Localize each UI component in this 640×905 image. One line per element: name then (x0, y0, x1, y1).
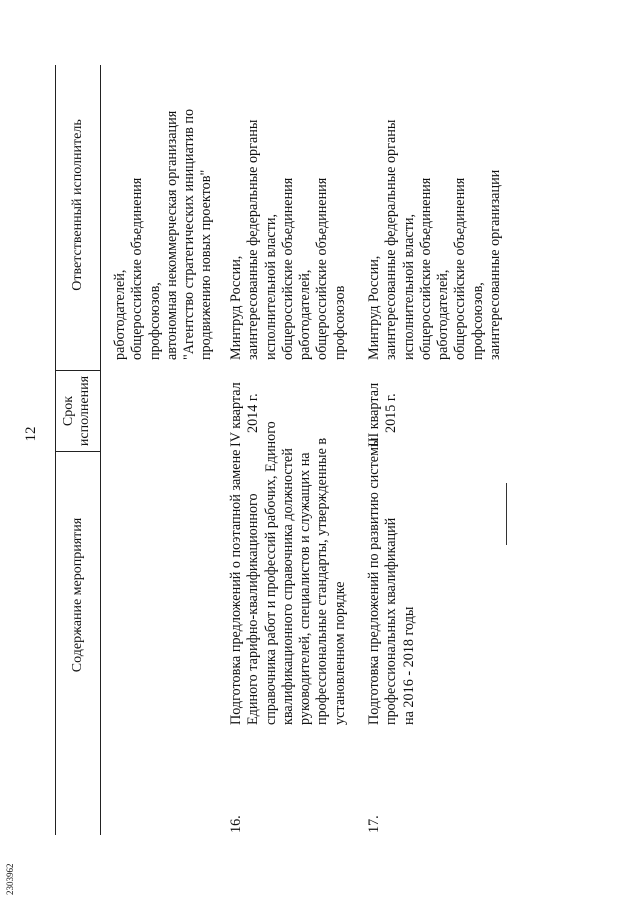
row-17-term (366, 383, 401, 447)
executor-line: Минтруд России, (366, 255, 382, 360)
executor-line: Минтруд России, (228, 255, 244, 360)
executor-line: работодателей, (112, 269, 128, 360)
executor-line: заинтересованные федеральные органы (383, 119, 400, 360)
content-line: профессиональных квалификаций (383, 517, 400, 725)
term-line: 2015 г. (383, 393, 400, 433)
executor-line: исполнительной власти, (400, 213, 417, 360)
content-line: руководителей, специалистов и служащих на (297, 452, 314, 725)
executor-line: продвижению новых проектов" (198, 169, 215, 360)
table-top-border (55, 65, 56, 835)
executor-line: автономная некоммерческая организация (163, 110, 180, 360)
page-number: 12 (23, 426, 39, 442)
executor-line: общероссийские объединения (279, 177, 296, 360)
content-line: справочника работ и профессий рабочих, Единого (262, 421, 279, 725)
row-16-number: 16. (228, 815, 244, 833)
row-17-executor (366, 120, 504, 360)
content-line: профессиональные стандарты, утвержденные в (314, 437, 331, 725)
header-divider-2 (55, 370, 101, 371)
executor-line: общероссийские объединения (314, 177, 331, 360)
row-separator (506, 483, 507, 545)
content-line: Единого тарифно-квалификационного (245, 493, 262, 725)
row-16-term (228, 382, 263, 447)
document-code: 2303962 (5, 863, 15, 895)
term-line: 2014 г. (245, 393, 262, 433)
header-divider-1 (55, 451, 101, 452)
executor-line: профсоюзов, (469, 282, 486, 360)
row-16-content (228, 421, 349, 725)
header-content: Содержание мероприятия (70, 517, 85, 673)
executor-line: работодателей, (297, 269, 314, 360)
content-line: на 2016 - 2018 годы (400, 606, 417, 725)
executor-line: исполнительной власти, (262, 213, 279, 360)
executor-line: заинтересованные федеральные органы (245, 119, 262, 360)
executor-line: общероссийские объединения (452, 177, 469, 360)
continuation-executor (112, 109, 216, 360)
content-line: Подготовка предложений по развитию системы (366, 437, 382, 725)
header-bottom-border (100, 65, 101, 835)
header-term-line-1: Срок (61, 395, 76, 427)
header-executor: Ответственный исполнитель (70, 119, 85, 291)
content-line: установленном порядке (331, 581, 348, 725)
header-term (61, 372, 93, 450)
term-line: IV квартал (228, 382, 244, 447)
header-term-line-2: исполнения (77, 375, 92, 447)
executor-line: "Агентство стратегических инициатив по (181, 108, 198, 360)
executor-line: профсоюзов, (146, 282, 163, 360)
executor-line: общероссийские объединения (129, 177, 146, 360)
content-line: квалификационного справочника должностей (279, 448, 296, 725)
executor-line: работодателей, (435, 269, 452, 360)
term-line: III квартал (366, 382, 382, 447)
executor-line: заинтересованные организации (487, 169, 504, 360)
executor-line: профсоюзов (331, 285, 348, 360)
row-17-number: 17. (366, 815, 382, 833)
row-17-content (366, 437, 418, 725)
row-16-executor (228, 120, 349, 360)
executor-line: общероссийские объединения (417, 177, 434, 360)
content-line: Подготовка предложений о поэтапной замене (228, 449, 244, 725)
